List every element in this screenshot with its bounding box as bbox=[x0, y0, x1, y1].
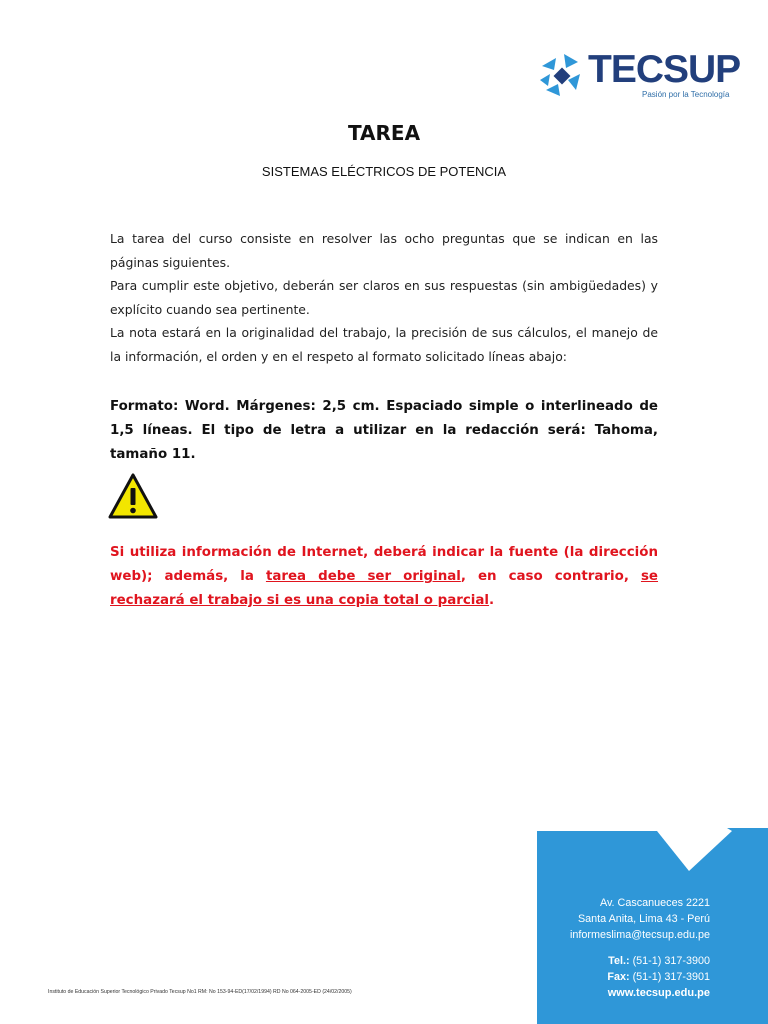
address-line-2: Santa Anita, Lima 43 - Perú bbox=[577, 913, 710, 925]
legal-footer-note: Instituto de Educación Superior Tecnológico Privado Tecsup No1 RM: No 153-94-ED(17/02/1994) RD No 064-2005-ED (24/02/2005) bbox=[48, 989, 352, 995]
warning-triangle-icon bbox=[108, 472, 158, 520]
page-title: TAREA bbox=[347, 121, 421, 145]
paragraph-2: Para cumplir este objetivo, deberán ser claros en sus respuestas (sin ambigüedades) y explícito cuando sea pertinente. bbox=[110, 278, 658, 317]
address-line-1: Av. Cascanueces 2221 bbox=[599, 897, 710, 909]
fax-value: (51-1) 317-3901 bbox=[632, 971, 710, 983]
originality-warning bbox=[110, 541, 658, 613]
page-subtitle: SISTEMAS ELÉCTRICOS DE POTENCIA bbox=[261, 164, 507, 179]
paragraph-3: La nota estará en la originalidad del trabajo, la precisión de sus cálculos, el manejo de la información, el orden y en el respeto al formato solicitado líneas abajo: bbox=[110, 325, 658, 364]
warning-text-part-3: . bbox=[489, 593, 495, 608]
warning-underlined-rejection: se rechazará el trabajo si es una copia total o parcial bbox=[110, 569, 659, 608]
instructions-body bbox=[110, 227, 658, 368]
website-url: www.tecsup.edu.pe bbox=[607, 987, 710, 999]
tecsup-emblem-icon bbox=[536, 50, 588, 102]
warning-text-part-2: , en caso contrario, bbox=[460, 569, 641, 584]
contact-email: informeslima@tecsup.edu.pe bbox=[570, 929, 710, 941]
paragraph-1: La tarea del curso consiste en resolver las ocho preguntas que se indican en las páginas siguientes. bbox=[110, 231, 658, 270]
tel-value: (51-1) 317-3900 bbox=[632, 955, 710, 967]
tecsup-logo bbox=[536, 46, 741, 106]
phone-line bbox=[566, 953, 710, 969]
warning-underlined-original: tarea debe ser original bbox=[265, 569, 461, 584]
contact-address bbox=[566, 895, 710, 943]
warning-text-part-1: Si utiliza información de Internet, deberá indicar la fuente (la dirección web); además, la bbox=[110, 545, 658, 584]
fax-line bbox=[566, 969, 710, 985]
contact-phones bbox=[566, 953, 710, 985]
fax-label: Fax: bbox=[607, 971, 630, 983]
format-instructions: Formato: Word. Márgenes: 2,5 cm. Espaciado simple o interlineado de 1,5 líneas. El tipo de letra a utilizar en la redacción será: Tahoma, tamaño 11. bbox=[110, 399, 658, 462]
logo-tagline: Pasión por la Tecnología bbox=[642, 90, 730, 99]
tel-label: Tel.: bbox=[608, 955, 630, 967]
logo-wordmark: TECSUP bbox=[588, 48, 741, 91]
